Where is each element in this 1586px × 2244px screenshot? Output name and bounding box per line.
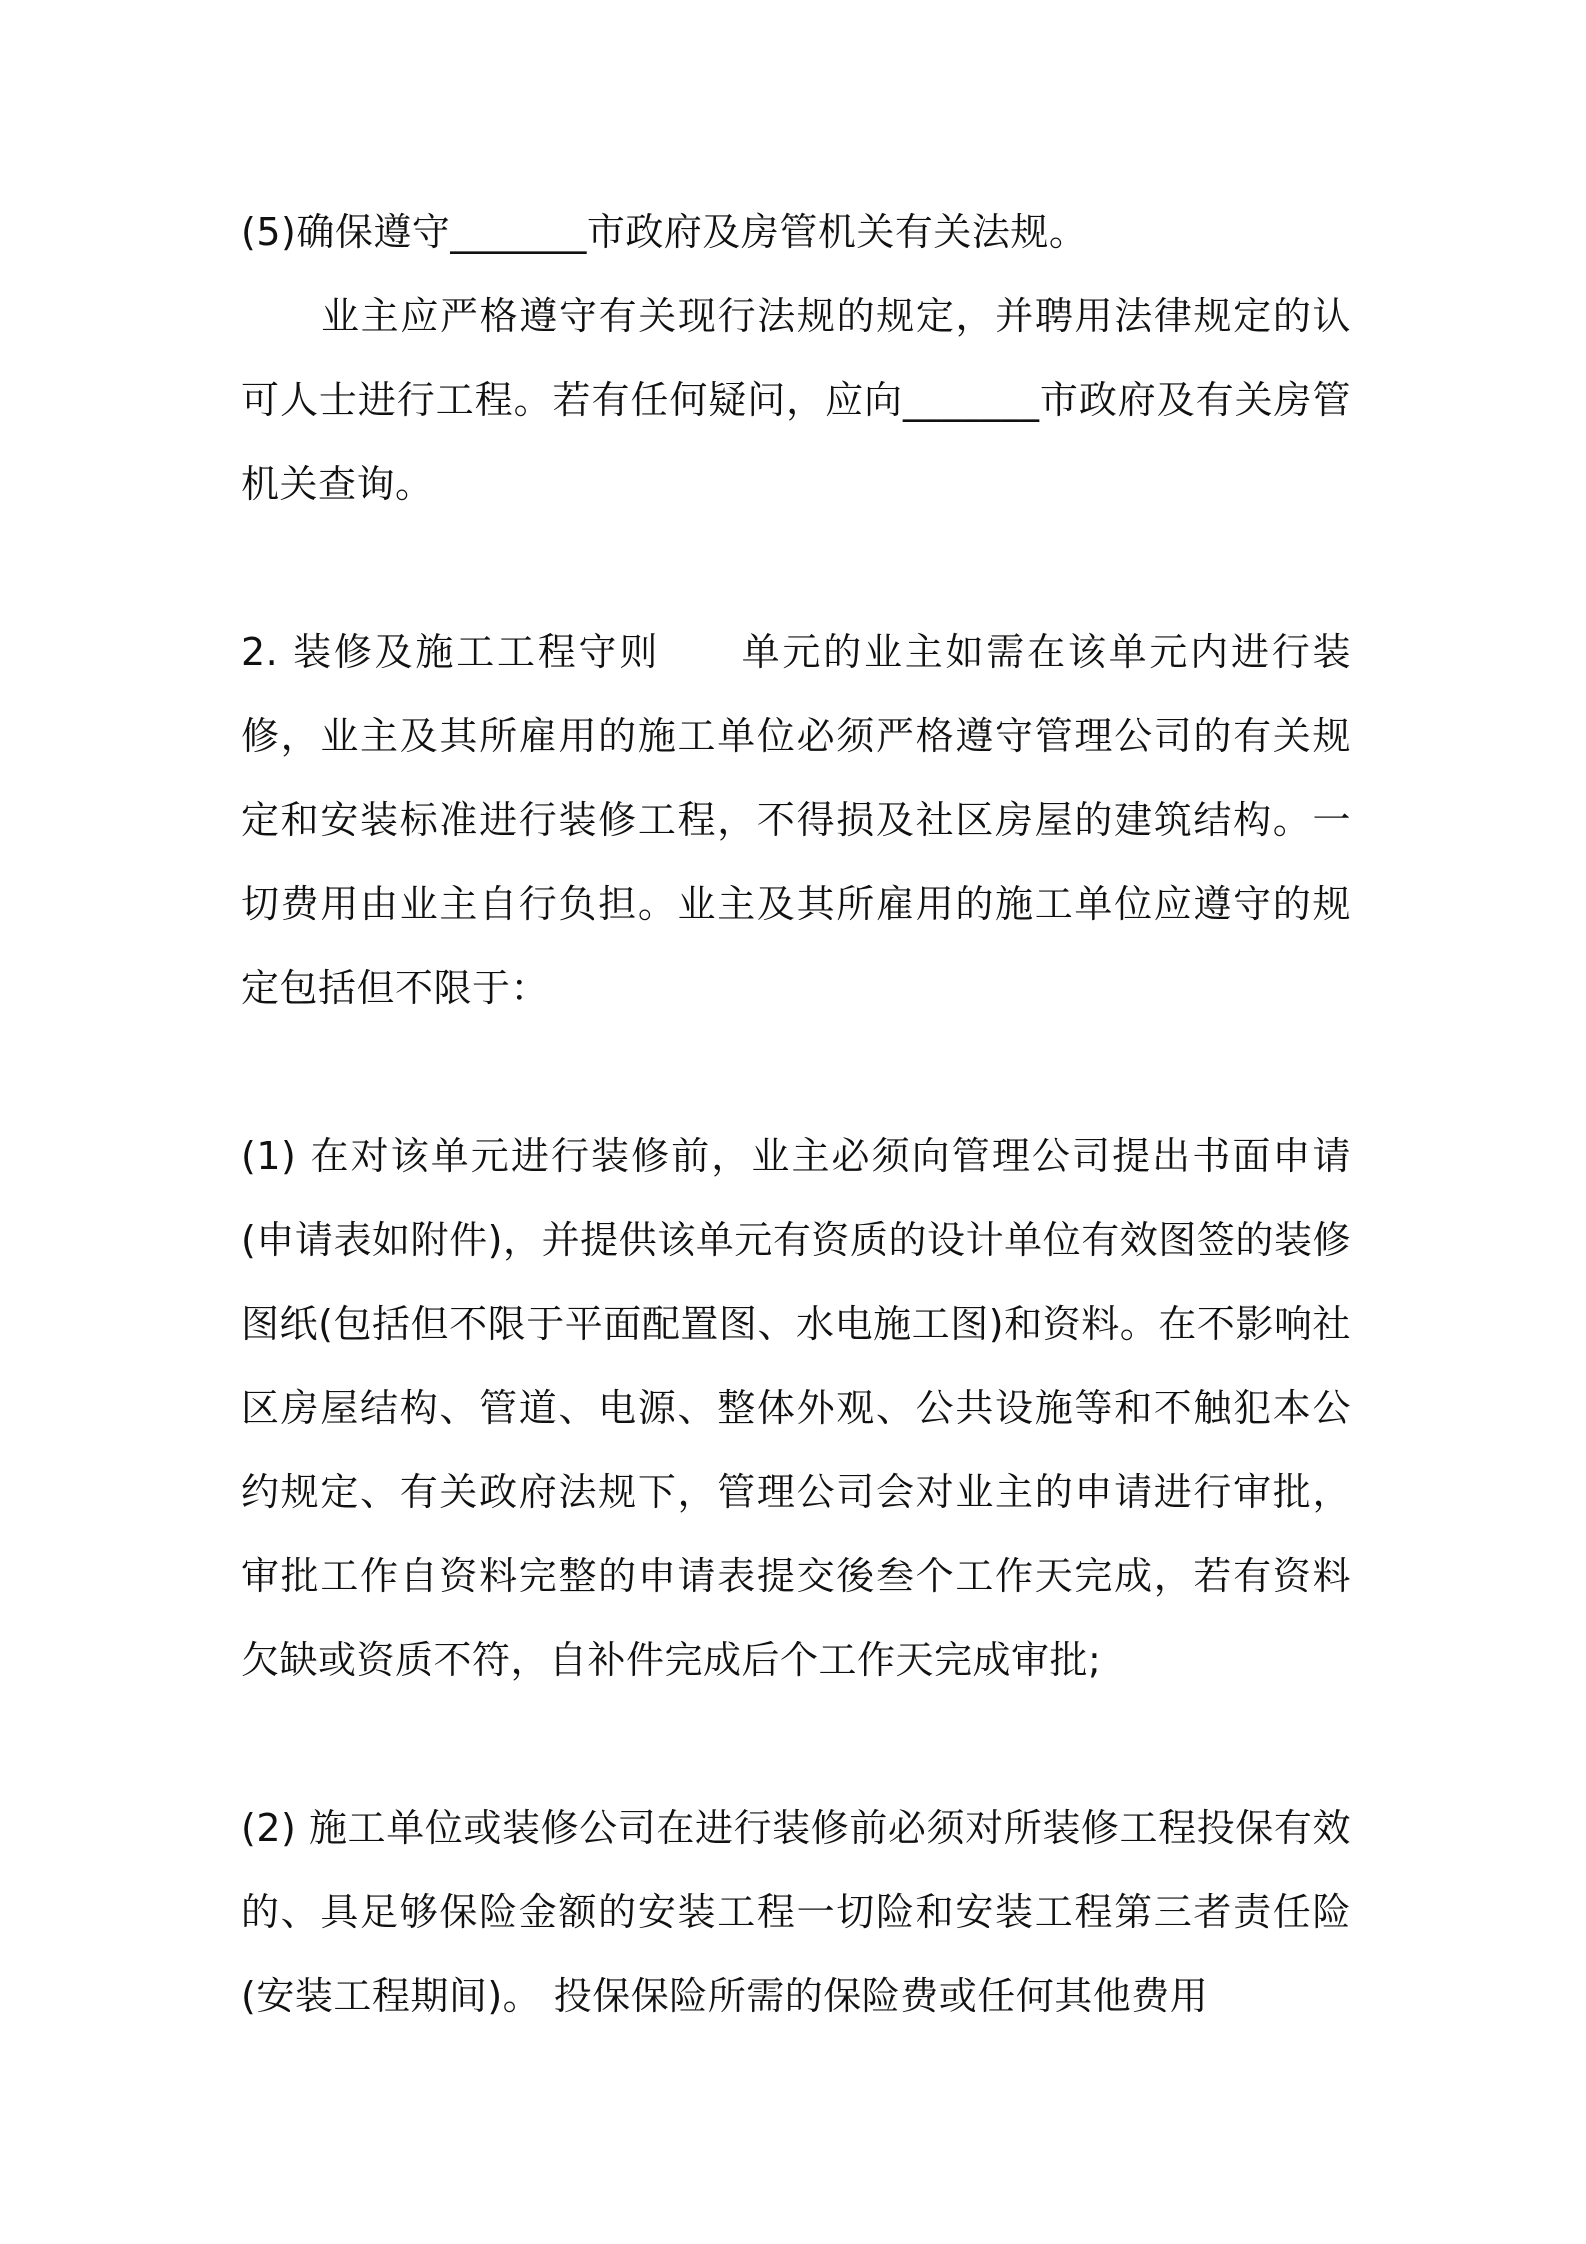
paragraph-owner-compliance: 业主应严格遵守有关现行法规的规定，并聘用法律规定的认可人士进行工程。若有任何疑问，应向_______市政府及有关房管机关查询。 xyxy=(241,294,1351,506)
paragraph-item-5: (5)确保遵守_______市政府及房管机关有关法规。 xyxy=(241,210,1088,254)
document-page xyxy=(241,190,1351,2038)
paragraph-section-2: 2. 装修及施工工程守则 单元的业主如需在该单元内进行装修，业主及其所雇用的施工单位必须严格遵守管理公司的有关规定和安装标准进行装修工程，不得损及社区房屋的建筑结构。一切费用由业主自行负担。业主及其所雇用的施工单位应遵守的规定包括但不限于： xyxy=(241,630,1351,1010)
paragraph-rule-2: (2) 施工单位或装修公司在进行装修前必须对所装修工程投保有效的、具足够保险金额的安装工程一切险和安装工程第三者责任险(安装工程期间)。 投保保险所需的保险费或任何其他费用 xyxy=(241,1806,1351,2018)
paragraph-rule-1: (1) 在对该单元进行装修前，业主必须向管理公司提出书面申请(申请表如附件)，并提供该单元有资质的设计单位有效图签的装修图纸(包括但不限于平面配置图、水电施工图)和资料。在不影响社区房屋结构、管道、电源、整体外观、公共设施等和不触犯本公约规定、有关政府法规下，管理公司会对业主的申请进行审批，审批工作自资料完整的申请表提交後叁个工作天完成，若有资料欠缺或资质不符，自补件完成后个工作天完成审批; xyxy=(241,1134,1351,1682)
